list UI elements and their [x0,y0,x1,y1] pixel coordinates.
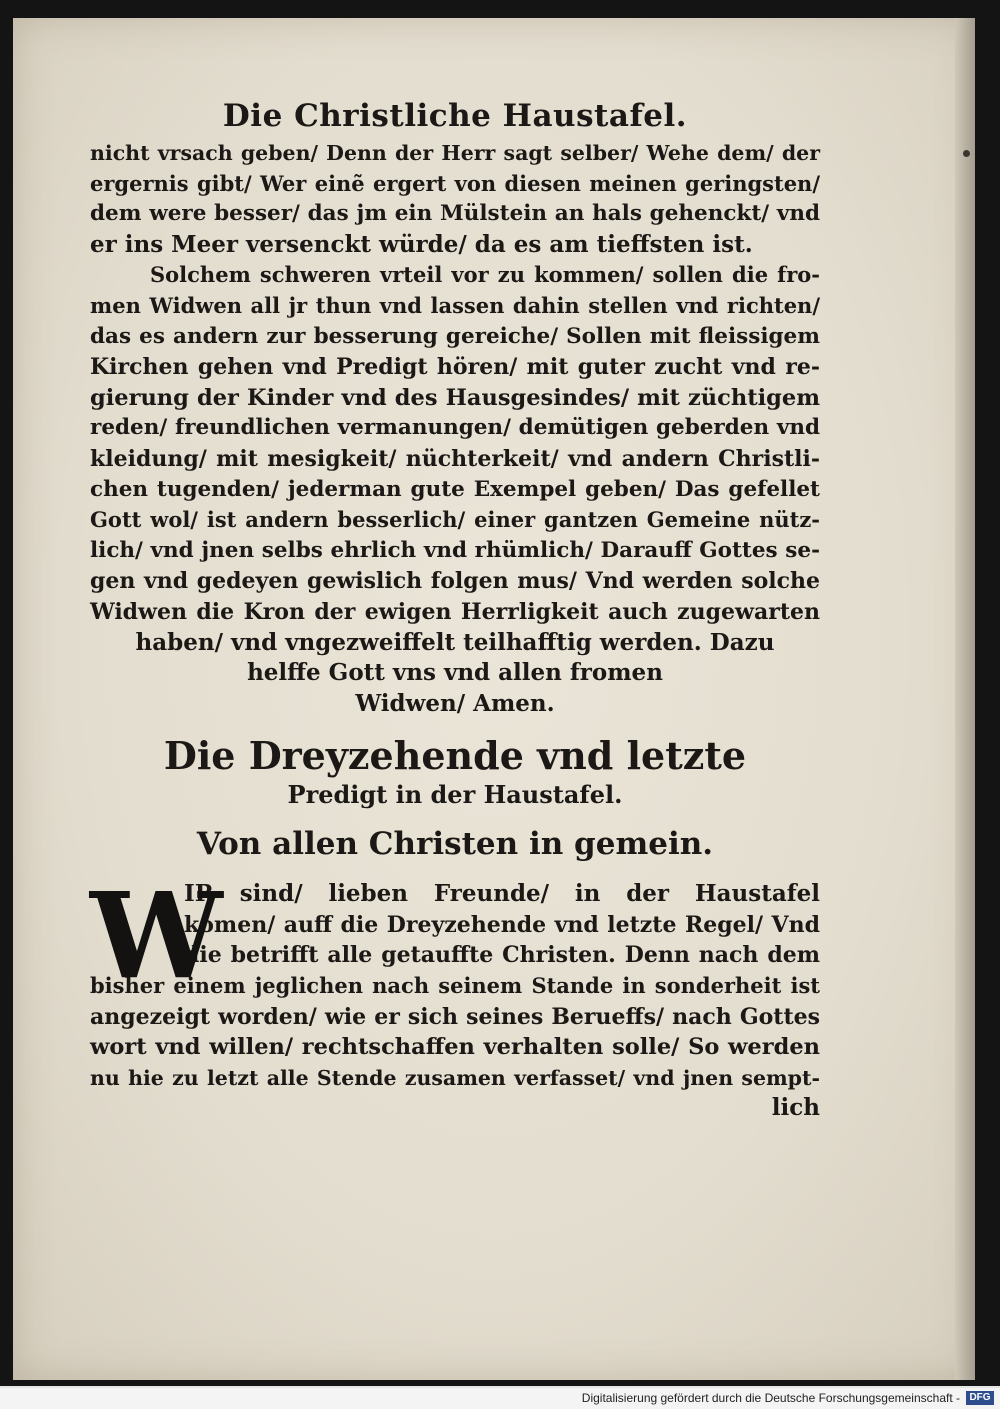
text-line: Solchem schweren vrteil vor zu kommen/ sollen die fro- [150,262,820,288]
text-line: gen vnd gedeyen gewislich folgen mus/ Vnd werden solche [90,568,820,595]
text-line: Widwen/ Amen. [355,689,555,717]
text-line: nu hie zu letzt alle Stende zusamen verfasset/ vnd jnen sempt- [90,1065,820,1090]
text-line: Kirchen gehen vnd Predigt hören/ mit guter zucht vnd re- [90,354,820,381]
page-text [90,98,820,1124]
catchword: lich [771,1094,820,1122]
text-line: Widwen die Kron der ewigen Herrligkeit auch zugewarten [90,598,820,625]
text-line: helffe Gott vns vnd allen fromen [247,659,663,687]
page-edge [955,18,975,1380]
initial-letter: W [90,866,223,1006]
text-line: lich/ vnd jnen selbs ehrlich vnd rhümlich/ Darauff Gottes se- [90,537,820,563]
text-line: chen tugenden/ jederman gute Exempel geben/ Das gefellet [90,476,820,502]
text-line: gierung der Kinder vnd des Hausgesindes/ mit züchtigem [90,384,820,411]
text-line: angezeigt worden/ wie er sich seines Berueffs/ nach Gottes [90,1003,820,1030]
text-line: kleidung/ mit mesigkeit/ nüchterkeit/ vnd andern Christli- [90,445,820,472]
text-line: dem were besser/ das jm ein Mülstein an hals gehenckt/ vnd [90,201,820,227]
text-line: bisher einem jeglichen nach seinem Stande in sonderheit ist [90,973,820,999]
text-line: nicht vrsach geben/ Denn der Herr sagt selber/ Wehe dem/ der [90,141,820,165]
text-line: ergernis gibt/ Wer einẽ ergert von diesen meinen geringsten/ [90,170,820,196]
section-title: Die Dreyzehende vnd letzte [163,733,747,779]
funding-credit: Digitalisierung gefördert durch die Deutsche Forschungsgemeinschaft - [581,1391,960,1405]
text-line: IR sind/ lieben Freunde/ in der Haustafel [184,880,820,908]
text-line: komen/ auff die Dreyzehende vnd letzte Regel/ Vnd [184,911,820,938]
dfg-logo: DFG [966,1391,994,1405]
text-line: das es andern zur besserung gereiche/ Sollen mit fleissigem [90,323,820,349]
text-line: haben/ vnd vngezweiffelt teilhafftig werden. Dazu [135,628,775,656]
text-line: Gott wol/ ist andern besserlich/ einer gantzen Gemeine nütz- [90,507,820,533]
text-line: er ins Meer versenckt würde/ da es am tieffsten ist. [90,230,753,258]
section-subtitle: Predigt in der Haustafel. [287,780,623,810]
text-line: men Widwen all jr thun vnd lassen dahin stellen vnd richten/ [90,292,820,318]
text-line: wort vnd willen/ rechtschaffen verhalten solle/ So werden [90,1034,820,1061]
section-topic: Von allen Christen in gemein. [196,826,714,863]
footer-bar [0,1388,1000,1409]
running-head: Die Christliche Haustafel. [222,98,688,134]
paragraph-3 [90,866,820,1124]
text-line: die betrifft alle getauffte Christen. Denn nach dem [184,942,820,969]
paragraph-1 [90,138,820,260]
text-line: reden/ freundlichen vermanungen/ demütigen geberden vnd [90,415,820,441]
paragraph-2 [90,260,820,719]
ink-speck [963,150,970,157]
